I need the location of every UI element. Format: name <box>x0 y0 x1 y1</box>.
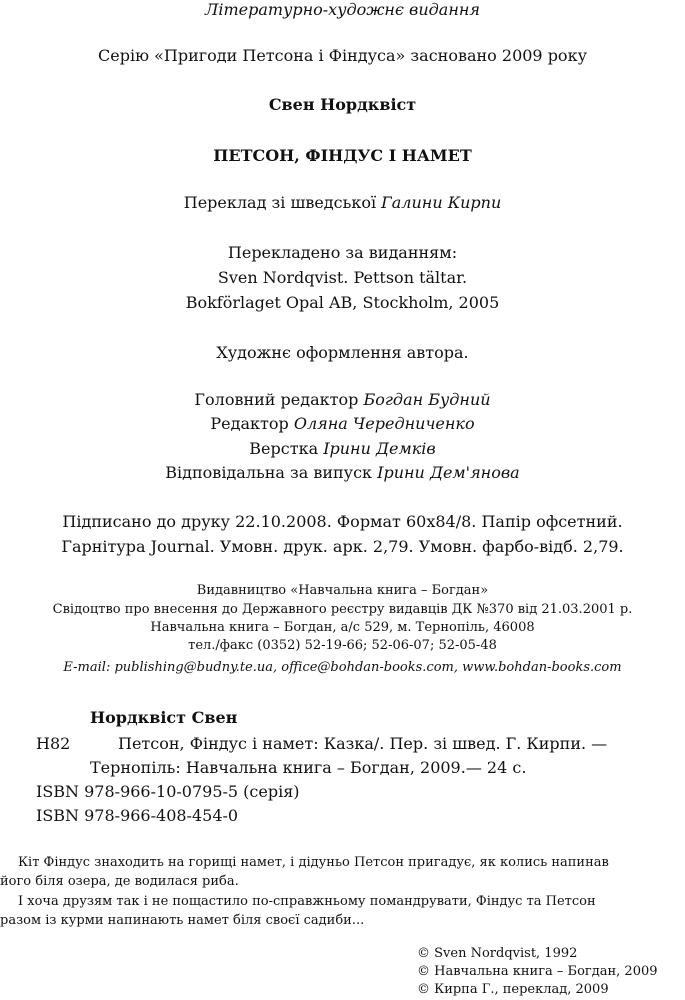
catalog-code: Н82 <box>36 734 71 753</box>
catalog-entry-line2: Тернопіль: Навчальна книга – Богдан, 2009.— 24 с. <box>90 758 527 777</box>
catalog-entry-line1: Петсон, Фіндус і намет: Казка/. Пер. зі швед. Г. Кирпи. — <box>118 734 608 753</box>
edition-type: Літературно-художнє видання <box>205 0 480 19</box>
author-name: Свен Нордквіст <box>268 95 417 114</box>
catalog-author-heading: Нордквіст Свен <box>90 708 238 727</box>
copyright-translation: © Кирпа Г., переклад, 2009 <box>417 982 609 997</box>
print-info-line1: Підписано до друку 22.10.2008. Формат 60х84/8. Папір офсетний. <box>62 512 623 531</box>
publisher-address: Навчальна книга – Богдан, а/с 529, м. Тернопіль, 46008 <box>150 620 535 635</box>
catalog-isbn: ISBN 978-966-408-454-0 <box>36 806 239 825</box>
annotation-line4: разом із курми напинають намет біля своєї садиби... <box>0 913 365 928</box>
copyright-publisher: © Навчальна книга – Богдан, 2009 <box>417 964 658 979</box>
catalog-isbn-series: ISBN 978-966-10-0795-5 (серія) <box>36 782 300 801</box>
publisher-phone: тел./факс (0352) 52-19-66; 52-06-07; 52-05-48 <box>188 638 497 653</box>
original-title: Sven Nordqvist. Pettson tältar. <box>217 268 468 287</box>
publisher-name: Видавництво «Навчальна книга – Богдан» <box>196 583 489 598</box>
original-edition-label: Перекладено за виданням: <box>227 243 458 262</box>
print-info-line2: Гарнітура Journal. Умовн. друк. арк. 2,79. Умовн. фарбо-відб. 2,79. <box>61 537 624 556</box>
original-publisher: Bokförlaget Opal AB, Stockholm, 2005 <box>185 293 500 312</box>
staff-chief-editor: Головний редактор Богдан Будний <box>194 390 491 409</box>
book-title: ПЕТСОН, ФІНДУС І НАМЕТ <box>213 146 472 165</box>
staff-layout: Верстка Ірини Демків <box>249 439 436 458</box>
publisher-email: E-mail: publishing@budny.te.ua, office@bohdan-books.com, www.bohdan-books.com <box>63 660 622 675</box>
translation-credit: Переклад зі шведської Галини Кирпи <box>183 193 502 212</box>
annotation-line3: І хоча друзям так і не пощастило по-справжньому помандрувати, Фіндус та Петсон <box>18 894 596 909</box>
design-note: Художнє оформлення автора. <box>216 343 469 362</box>
annotation-line2: його біля озера, де водилася риба. <box>0 874 239 889</box>
copyright-author: © Sven Nordqvist, 1992 <box>417 946 578 961</box>
staff-editor: Редактор Оляна Чередниченко <box>210 414 475 433</box>
annotation-line1: Кіт Фіндус знаходить на горищі намет, і дідуньо Петсон пригадує, як колись напинав <box>18 855 609 870</box>
staff-responsible: Відповідальна за випуск Ірини Дем'янова <box>165 463 520 482</box>
publisher-certificate: Свідоцтво про внесення до Державного реєстру видавців ДК №370 від 21.03.2001 р. <box>52 602 633 617</box>
series-note: Серію «Пригоди Петсона і Фіндуса» засновано 2009 року <box>98 46 587 65</box>
